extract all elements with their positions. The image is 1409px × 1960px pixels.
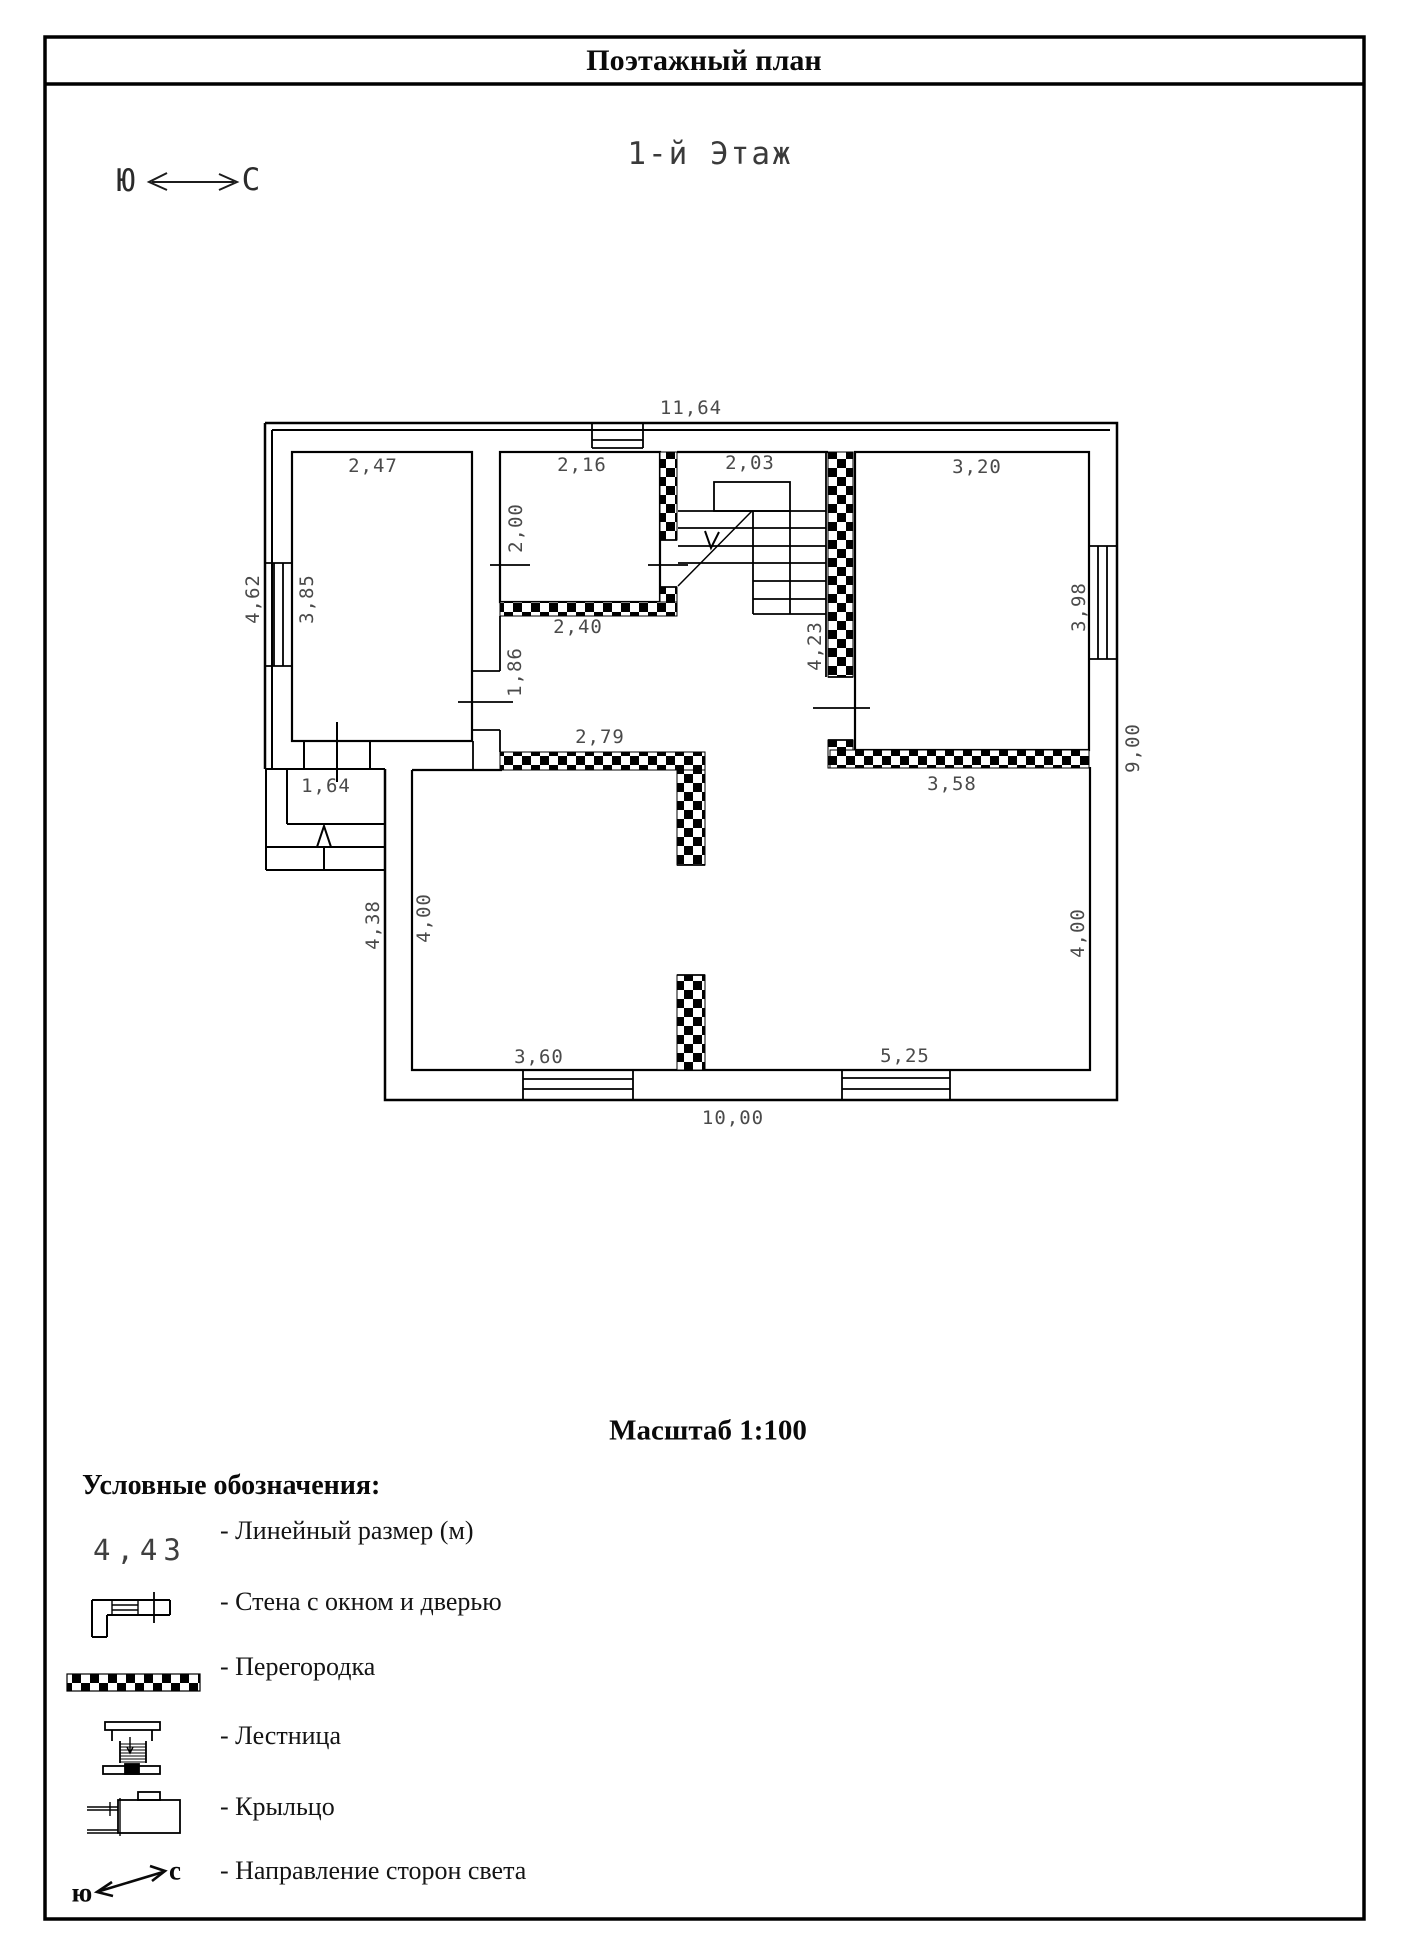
- dimension-label: 2,00: [505, 503, 527, 553]
- dimension-label: 5,25: [880, 1045, 930, 1067]
- legend-sample-dimension: 4,43: [93, 1533, 187, 1567]
- legend-item-linear-dimension: - Линейный размер (м): [220, 1516, 474, 1545]
- dimension-label: 10,00: [701, 1107, 765, 1129]
- dimension-label: 2,40: [553, 616, 603, 638]
- compass-north-label: С: [241, 162, 261, 198]
- dimension-label: 2,47: [348, 455, 398, 477]
- legend-item-partition: - Перегородка: [220, 1652, 376, 1681]
- dimension-label: 4,00: [1067, 908, 1089, 958]
- legend-item-staircase: - Лестница: [220, 1721, 341, 1750]
- legend-item-porch: - Крыльцо: [220, 1792, 335, 1821]
- legend-item-cardinal-directions: - Направление сторон света: [220, 1856, 527, 1885]
- dimension-label: 4,62: [242, 574, 264, 624]
- dimension-label: 3,20: [952, 456, 1002, 478]
- dimension-label: 1,64: [301, 775, 351, 797]
- dimension-label: 11,64: [659, 397, 723, 419]
- dimension-label: 2,03: [725, 452, 775, 474]
- dimension-label: 2,16: [557, 454, 607, 476]
- dimension-label: 4,00: [413, 893, 435, 943]
- dimension-label: 4,38: [362, 900, 384, 950]
- floor-title: 1-й Этаж: [627, 136, 793, 172]
- dimension-label: 4,23: [804, 621, 826, 671]
- legend-compass-north-label: с: [169, 1855, 181, 1886]
- dimension-label: 9,00: [1122, 723, 1144, 773]
- legend-heading: Условные обозначения:: [82, 1470, 381, 1501]
- dimension-label: 2,79: [575, 726, 625, 748]
- dimension-label: 3,85: [296, 574, 318, 624]
- dimension-label: 3,60: [514, 1046, 564, 1068]
- page-title: Поэтажный план: [586, 44, 822, 77]
- compass-south-label: Ю: [116, 163, 136, 199]
- dimension-label: 3,58: [927, 773, 977, 795]
- legend-item-wall-window-door: - Стена с окном и дверью: [220, 1587, 502, 1616]
- legend-compass-south-label: ю: [71, 1877, 93, 1908]
- dimension-label: 1,86: [504, 647, 526, 697]
- scale-label: Масштаб 1:100: [609, 1414, 807, 1447]
- dimension-label: 3,98: [1068, 582, 1090, 632]
